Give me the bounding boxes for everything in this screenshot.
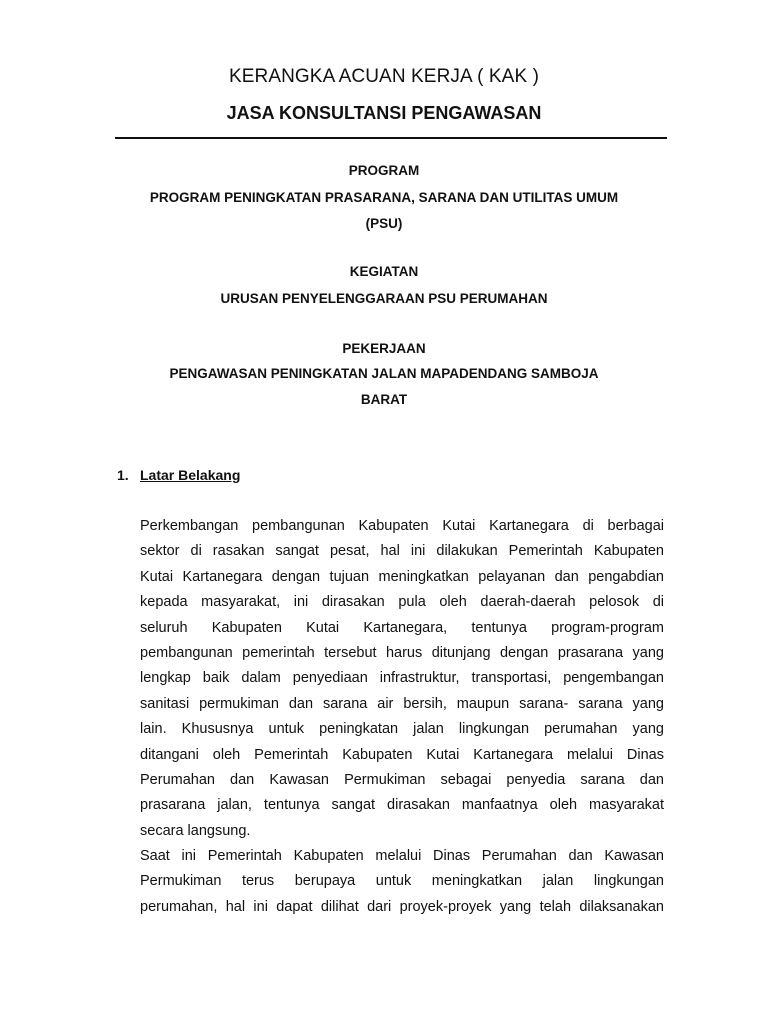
body-line: prasarana jalan, tentunya sangat dirasakan manfaatnya oleh masyarakat [140, 797, 664, 814]
section-title: Latar Belakang [140, 467, 241, 483]
body-line: Saat ini Pemerintah Kabupaten melalui Dinas Perumahan dan Kawasan [140, 848, 664, 865]
body-line: kepada masyarakat, ini dirasakan pula oleh daerah-daerah pelosok di [140, 594, 664, 611]
section-body [140, 514, 664, 920]
pekerjaan-label: PEKERJAAN [342, 341, 426, 356]
section-number: 1. [117, 467, 129, 483]
title-divider [115, 137, 667, 139]
body-line: Perumahan dan Kawasan Permukiman sebagai penyedia sarana dan [140, 771, 664, 788]
body-line: Perkembangan pembangunan Kabupaten Kutai Kartanegara di berbagai [140, 518, 664, 534]
program-name-line2: (PSU) [365, 216, 403, 231]
body-line: sanitasi permukiman dan sarana air bersih, maupun sarana- sarana yang [140, 695, 664, 712]
body-line: Kutai Kartanegara dengan tujuan meningkatkan pelayanan dan pengabdian [140, 568, 664, 585]
program-label: PROGRAM [348, 163, 420, 178]
body-line: sektor di rasakan sangat pesat, hal ini dilakukan Pemerintah Kabupaten [140, 543, 664, 560]
body-line: lain. Khususnya untuk peningkatan jalan lingkungan perumahan yang [140, 721, 664, 738]
kegiatan-name: URUSAN PENYELENGGARAAN PSU PERUMAHAN [220, 291, 548, 306]
kegiatan-label: KEGIATAN [349, 264, 419, 279]
pekerjaan-name-line2: BARAT [360, 392, 408, 407]
body-line: ditangani oleh Pemerintah Kabupaten Kutai Kartanegara melalui Dinas [140, 746, 664, 763]
body-line: perumahan, hal ini dapat dilihat dari proyek-proyek yang telah dilaksanakan [140, 898, 664, 915]
program-name-line1: PROGRAM PENINGKATAN PRASARANA, SARANA DAN UTILITAS UMUM [149, 190, 619, 205]
body-line: pembangunan pemerintah tersebut harus ditunjang dengan prasarana yang [140, 644, 664, 661]
section-heading [117, 467, 240, 483]
body-line: lengkap baik dalam penyediaan infrastruktur, transportasi, pengembangan [140, 670, 664, 687]
document-title: KERANGKA ACUAN KERJA ( KAK ) [228, 66, 540, 87]
pekerjaan-name-line1: PENGAWASAN PENINGKATAN JALAN MAPADENDANG SAMBOJA [169, 366, 599, 381]
document-subtitle: JASA KONSULTANSI PENGAWASAN [226, 103, 542, 123]
body-line: Permukiman terus berupaya untuk meningkatkan jalan lingkungan [140, 873, 664, 890]
body-line: seluruh Kabupaten Kutai Kartanegara, tentunya program-program [140, 619, 664, 636]
body-line: secara langsung. [140, 822, 251, 839]
